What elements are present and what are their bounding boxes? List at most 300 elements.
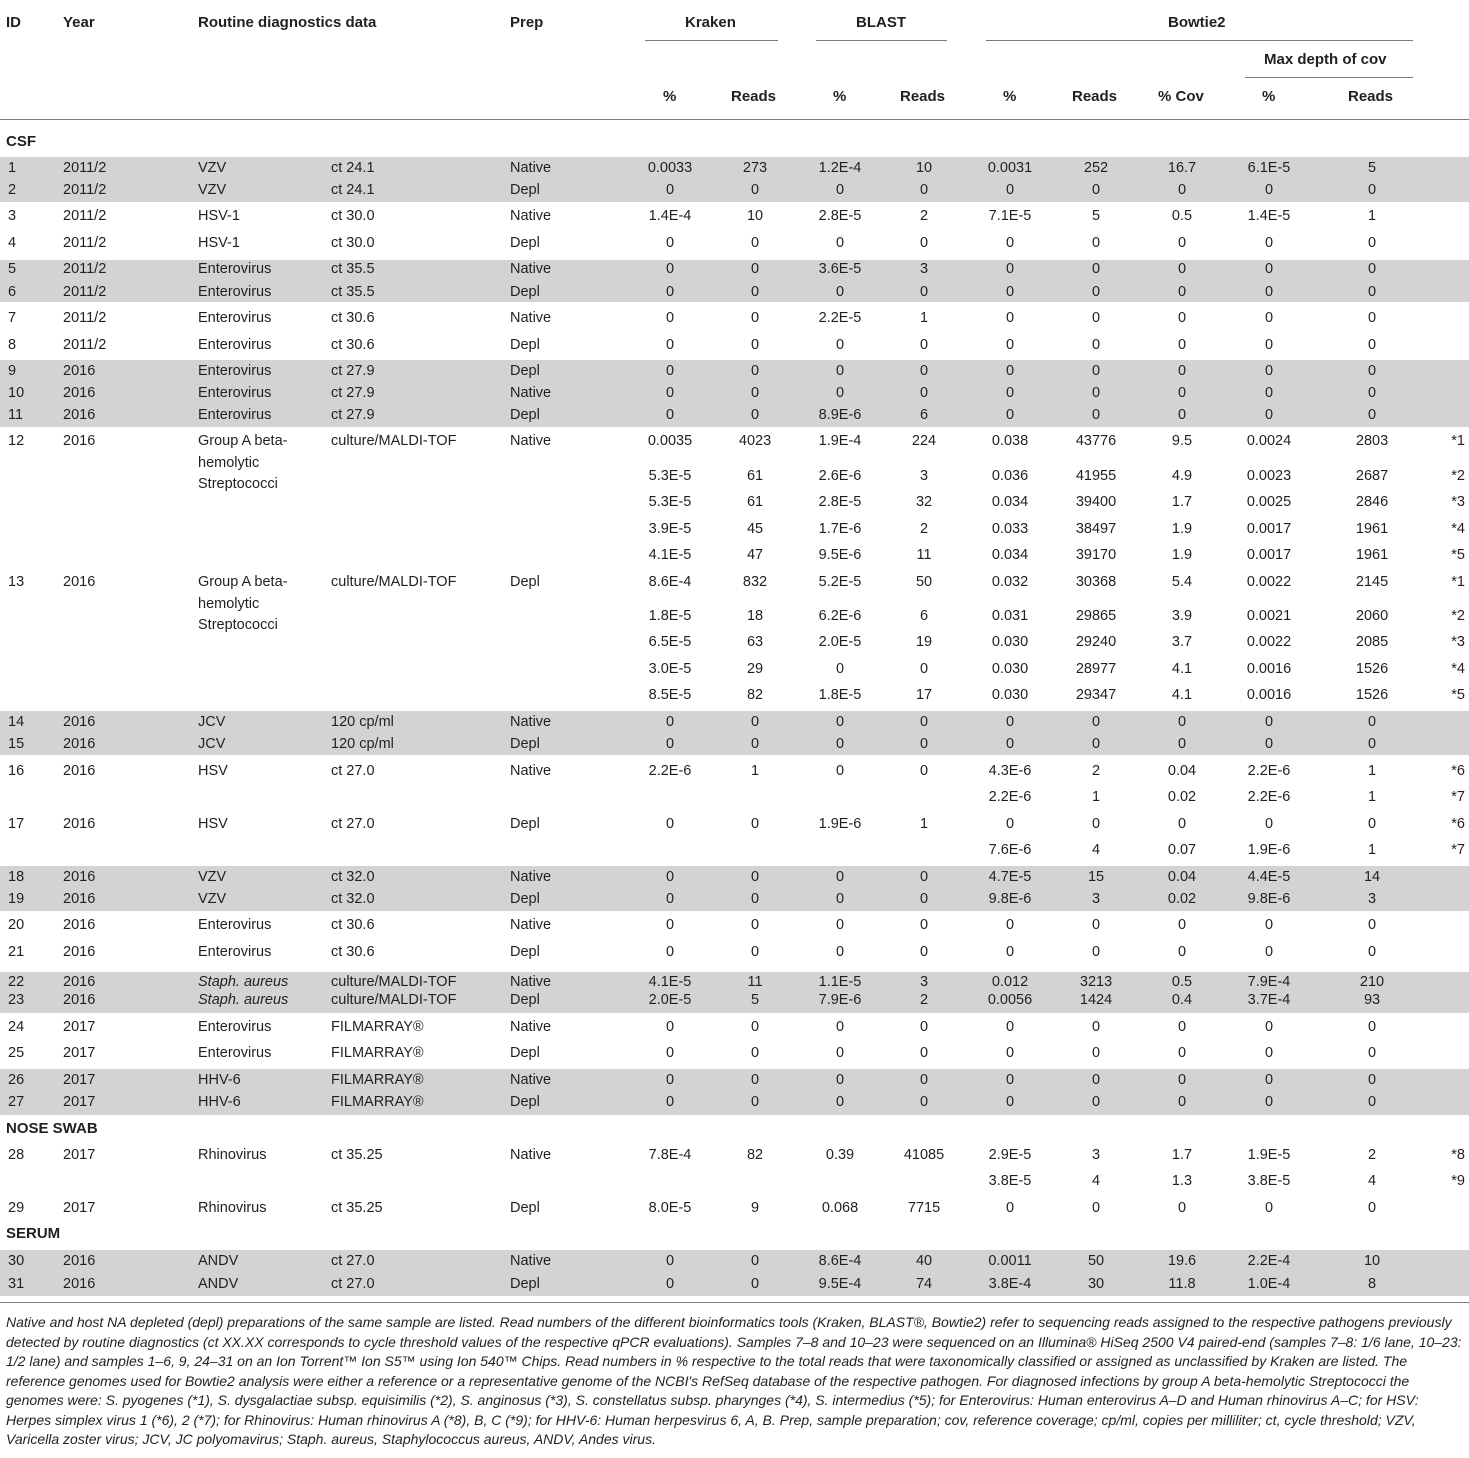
cell-kraken-reads-text: 0 (750, 261, 760, 277)
cell-blast-reads-text: 6 (919, 608, 929, 624)
cell-prep: Depl (510, 284, 540, 300)
cell-bowtie-reads-text: 0 (1091, 182, 1101, 198)
cell-bowtie-reads-text: 41955 (1075, 468, 1117, 484)
cell-max-pct-text: 0 (1264, 1045, 1274, 1061)
cell-kraken-pct-text: 3.9E-5 (648, 521, 692, 537)
header-blast: BLAST (856, 14, 906, 31)
cell-max-pct-text: 0 (1264, 1072, 1274, 1088)
cell-year: 2016 (63, 363, 96, 379)
cell-bowtie-reads-text: 29347 (1075, 687, 1117, 703)
cell-blast-reads-text: 11 (916, 547, 932, 563)
cell-max-pct-text: 3.8E-5 (1247, 1173, 1291, 1189)
cell-max-pct-text: 0 (1264, 1094, 1274, 1110)
cell-max-reads-text: 0 (1367, 714, 1377, 730)
cell-year: 2016 (63, 869, 96, 885)
cell-kraken-reads-text: 0 (750, 1253, 760, 1269)
cell-max-pct-text: 2.2E-6 (1247, 763, 1291, 779)
header-max-pct: % (1262, 88, 1276, 105)
cell-bowtie-cov-text: 0.04 (1167, 763, 1197, 779)
cell-bowtie-cov-text: 0 (1177, 284, 1187, 300)
cell-bowtie-reads-text: 43776 (1075, 433, 1117, 449)
cell-id: 15 (8, 736, 25, 752)
cell-max-reads-text: 0 (1367, 337, 1377, 353)
cell-blast-pct-text: 0 (835, 1094, 845, 1110)
cell-bowtie-pct-text: 0.038 (991, 433, 1029, 449)
cell-bowtie-reads-text: 29240 (1075, 634, 1117, 650)
cell-bowtie-pct-text: 0.034 (991, 547, 1029, 563)
cell-bowtie-pct-text: 0 (1005, 363, 1015, 379)
cell-id: 6 (8, 284, 17, 300)
cell-max-reads-text: 1961 (1355, 521, 1389, 537)
cell-blast-reads-text: 1 (919, 816, 929, 832)
cell-kraken-pct-text: 0 (665, 869, 675, 885)
cell-diagnostic: FILMARRAY® (331, 1094, 424, 1110)
cell-pathogen: Rhinovirus (198, 1147, 267, 1163)
cell-bowtie-cov-text: 0 (1177, 917, 1187, 933)
cell-bowtie-cov-text: 0 (1177, 385, 1187, 401)
cell-bowtie-cov-text: 3.7 (1171, 634, 1193, 650)
cell-bowtie-cov-text: 0 (1177, 182, 1187, 198)
cell-blast-reads-text: 50 (915, 574, 933, 590)
header-max-reads: Reads (1348, 88, 1394, 105)
cell-bowtie-cov-text: 0 (1177, 363, 1187, 379)
cell-blast-pct-text: 9.5E-4 (818, 1276, 862, 1292)
cell-blast-reads-text: 0 (919, 661, 929, 677)
cell-bowtie-cov-text: 1.7 (1171, 1147, 1193, 1163)
cell-blast-pct-text: 0 (835, 182, 845, 198)
cell-blast-pct-text: 0 (835, 1045, 845, 1061)
cell-footnote-ref: *5 (1451, 547, 1465, 563)
cell-kraken-reads-text: 11 (747, 974, 763, 990)
cell-blast-pct-text: 7.9E-6 (818, 992, 862, 1008)
cell-bowtie-pct-text: 0.0056 (987, 992, 1033, 1008)
cell-bowtie-reads-text: 15 (1087, 869, 1105, 885)
cell-year: 2017 (63, 1147, 96, 1163)
cell-prep: Depl (510, 337, 540, 353)
cell-diagnostic: ct 24.1 (331, 160, 375, 176)
cell-id: 8 (8, 337, 17, 353)
cell-bowtie-cov-text: 0 (1177, 1045, 1187, 1061)
cell-year: 2016 (63, 917, 96, 933)
cell-bowtie-pct-text: 0 (1005, 261, 1015, 277)
cell-blast-reads-text: 0 (919, 1072, 929, 1088)
cell-bowtie-cov-text: 0 (1177, 235, 1187, 251)
cell-pathogen: VZV (198, 869, 227, 885)
cell-bowtie-reads-text: 0 (1091, 284, 1101, 300)
cell-year: 2016 (63, 1276, 96, 1292)
cell-max-pct-text: 0.0016 (1246, 687, 1292, 703)
cell-diagnostic: culture/MALDI-TOF (331, 974, 457, 990)
cell-bowtie-cov-text: 1.7 (1171, 494, 1193, 510)
cell-max-pct-text: 0.0023 (1246, 468, 1292, 484)
cell-max-reads-text: 1 (1367, 208, 1377, 224)
cell-bowtie-reads-text: 1424 (1079, 992, 1113, 1008)
cell-id: 9 (8, 363, 17, 379)
cell-prep: Native (510, 1253, 552, 1269)
cell-kraken-reads-text: 29 (746, 661, 764, 677)
cell-blast-pct-text: 8.6E-4 (818, 1253, 862, 1269)
cell-blast-pct-text: 0.068 (821, 1200, 859, 1216)
cell-year: 2017 (63, 1019, 96, 1035)
cell-bowtie-cov-text: 19.6 (1167, 1253, 1197, 1269)
cell-prep: Depl (510, 891, 540, 907)
cell-pathogen: Enterovirus (198, 363, 272, 379)
cell-pathogen: JCV (198, 736, 226, 752)
cell-max-pct-text: 1.9E-6 (1247, 842, 1291, 858)
cell-pathogen: Rhinovirus (198, 1200, 267, 1216)
cell-blast-pct-text: 5.2E-5 (818, 574, 862, 590)
cell-id: 21 (8, 944, 25, 960)
cell-bowtie-reads-text: 0 (1091, 816, 1101, 832)
cell-id: 19 (8, 891, 25, 907)
cell-kraken-pct-text: 0 (665, 944, 675, 960)
cell-kraken-reads-text: 0 (750, 1072, 760, 1088)
cell-max-pct-text: 0.0022 (1246, 574, 1292, 590)
cell-pathogen: Enterovirus (198, 1019, 272, 1035)
cell-bowtie-cov-text: 0 (1177, 1200, 1187, 1216)
cell-blast-pct-text: 0 (835, 869, 845, 885)
cell-bowtie-cov-text: 0.07 (1167, 842, 1197, 858)
cell-blast-reads-text: 19 (915, 634, 933, 650)
cell-bowtie-cov-text: 0 (1177, 261, 1187, 277)
cell-year: 2017 (63, 1200, 96, 1216)
cell-max-pct-text: 0 (1264, 407, 1274, 423)
cell-prep: Native (510, 310, 552, 326)
cell-prep: Native (510, 714, 552, 730)
cell-bowtie-pct-text: 0 (1005, 714, 1015, 730)
cell-bowtie-cov-text: 0 (1177, 1072, 1187, 1088)
cell-bowtie-pct-text: 0.031 (991, 608, 1029, 624)
cell-max-reads-text: 4 (1367, 1173, 1377, 1189)
cell-footnote-ref: *1 (1451, 433, 1465, 449)
cell-blast-reads-text: 0 (919, 385, 929, 401)
cell-bowtie-pct-text: 2.2E-6 (988, 789, 1032, 805)
header-bowtie-reads: Reads (1072, 88, 1118, 105)
cell-blast-pct-text: 0 (835, 736, 845, 752)
cell-year: 2017 (63, 1045, 96, 1061)
cell-bowtie-reads-text: 3213 (1079, 974, 1113, 990)
cell-diagnostic: ct 30.6 (331, 337, 375, 353)
cell-kraken-pct-text: 5.3E-5 (648, 494, 692, 510)
cell-id: 28 (8, 1147, 25, 1163)
cell-pathogen: HSV (198, 763, 228, 779)
cell-prep: Native (510, 160, 552, 176)
cell-max-reads-text: 14 (1363, 869, 1381, 885)
cell-prep: Depl (510, 1094, 540, 1110)
cell-bowtie-reads-text: 252 (1083, 160, 1109, 176)
cell-max-pct-text: 0 (1264, 816, 1274, 832)
cell-max-reads-text: 0 (1367, 235, 1377, 251)
cell-blast-pct-text: 2.8E-5 (818, 208, 862, 224)
cell-blast-pct-text: 0 (835, 1072, 845, 1088)
cell-bowtie-reads-text: 0 (1091, 261, 1101, 277)
cell-bowtie-pct-text: 9.8E-6 (988, 891, 1032, 907)
cell-year: 2011/2 (63, 261, 107, 277)
header-blast-reads: Reads (900, 88, 946, 105)
cell-max-reads-text: 0 (1367, 407, 1377, 423)
cell-bowtie-pct-text: 0 (1005, 235, 1015, 251)
cell-kraken-pct-text: 0 (665, 1072, 675, 1088)
cell-blast-reads-text: 2 (919, 521, 929, 537)
section-nose-swab: NOSE SWAB (6, 1120, 98, 1137)
cell-blast-pct-text: 0 (835, 385, 845, 401)
cell-footnote-ref: *6 (1451, 816, 1465, 832)
cell-bowtie-cov-text: 0.5 (1171, 974, 1193, 990)
cell-pathogen: HHV-6 (198, 1072, 241, 1088)
cell-diagnostic: ct 35.25 (331, 1147, 383, 1163)
cell-diagnostic: 120 cp/ml (331, 714, 394, 730)
cell-blast-pct-text: 0 (835, 337, 845, 353)
cell-kraken-reads-text: 0 (750, 235, 760, 251)
cell-prep: Native (510, 385, 552, 401)
cell-blast-pct-text: 0 (835, 891, 845, 907)
cell-max-reads-text: 1 (1367, 789, 1377, 805)
cell-pathogen: Enterovirus (198, 284, 272, 300)
cell-bowtie-reads-text: 38497 (1075, 521, 1117, 537)
cell-id: 3 (8, 208, 17, 224)
cell-bowtie-pct-text: 0.030 (991, 661, 1029, 677)
cell-bowtie-pct-text: 7.1E-5 (988, 208, 1032, 224)
cell-bowtie-reads-text: 0 (1091, 714, 1101, 730)
cell-max-reads-text: 0 (1367, 363, 1377, 379)
cell-kraken-pct-text: 2.2E-6 (648, 763, 692, 779)
cell-max-pct-text: 0 (1264, 1200, 1274, 1216)
cell-id: 26 (8, 1072, 25, 1088)
cell-pathogen: Enterovirus (198, 385, 272, 401)
cell-bowtie-cov-text: 0 (1177, 1094, 1187, 1110)
cell-max-reads-text: 1526 (1355, 661, 1389, 677)
cell-max-pct-text: 1.4E-5 (1247, 208, 1291, 224)
cell-year: 2011/2 (63, 337, 107, 353)
cell-bowtie-reads-text: 0 (1091, 1200, 1101, 1216)
cell-blast-pct-text: 1.7E-6 (818, 521, 862, 537)
cell-bowtie-reads-text: 0 (1091, 385, 1101, 401)
cell-footnote-ref: *8 (1451, 1147, 1465, 1163)
cell-bowtie-cov-text: 9.5 (1171, 433, 1193, 449)
cell-max-pct-text: 2.2E-6 (1247, 789, 1291, 805)
cell-kraken-pct-text: 0 (665, 310, 675, 326)
cell-kraken-pct-text: 6.5E-5 (648, 634, 692, 650)
cell-bowtie-reads-text: 4 (1091, 1173, 1101, 1189)
cell-max-reads-text: 1 (1367, 842, 1377, 858)
cell-pathogen: JCV (198, 714, 226, 730)
cell-blast-pct-text: 1.8E-5 (818, 687, 862, 703)
cell-id: 22 (8, 974, 25, 990)
cell-bowtie-pct-text: 0 (1005, 917, 1015, 933)
cell-bowtie-reads-text: 3 (1091, 891, 1101, 907)
cell-year: 2017 (63, 1072, 96, 1088)
header-bowtie-pct: % (1003, 88, 1017, 105)
cell-blast-pct-text: 0 (835, 661, 845, 677)
cell-kraken-pct-text: 1.4E-4 (648, 208, 692, 224)
cell-pathogen: Enterovirus (198, 261, 272, 277)
cell-bowtie-cov-text: 1.9 (1171, 521, 1193, 537)
cell-year: 2016 (63, 385, 96, 401)
cell-id: 24 (8, 1019, 25, 1035)
cell-max-reads-text: 8 (1367, 1276, 1377, 1292)
cell-max-pct-text: 7.9E-4 (1247, 974, 1291, 990)
header-year: Year (63, 14, 95, 31)
cell-kraken-reads-text: 18 (746, 608, 764, 624)
cell-kraken-reads-text: 0 (750, 385, 760, 401)
cell-prep: Native (510, 869, 552, 885)
cell-bowtie-pct-text: 0 (1005, 736, 1015, 752)
cell-bowtie-pct-text: 3.8E-5 (988, 1173, 1032, 1189)
cell-bowtie-cov-text: 0 (1177, 736, 1187, 752)
cell-blast-pct-text: 1.9E-6 (818, 816, 862, 832)
cell-prep: Native (510, 433, 552, 449)
cell-blast-reads-text: 0 (919, 1094, 929, 1110)
cell-diagnostic: ct 24.1 (331, 182, 375, 198)
cell-max-reads-text: 2687 (1355, 468, 1389, 484)
cell-diagnostic: FILMARRAY® (331, 1045, 424, 1061)
cell-diagnostic: ct 27.9 (331, 385, 375, 401)
cell-max-reads-text: 0 (1367, 1094, 1377, 1110)
cell-bowtie-reads-text: 0 (1091, 1072, 1101, 1088)
cell-pathogen: HSV (198, 816, 228, 832)
cell-bowtie-pct-text: 0 (1005, 1045, 1015, 1061)
cell-diagnostic: ct 30.0 (331, 208, 375, 224)
cell-kraken-pct-text: 8.5E-5 (648, 687, 692, 703)
cell-prep: Native (510, 1019, 552, 1035)
cell-kraken-pct-text: 0 (665, 891, 675, 907)
kraken-rule (645, 40, 778, 41)
cell-blast-reads-text: 3 (919, 261, 929, 277)
cell-id: 18 (8, 869, 25, 885)
cell-bowtie-reads-text: 0 (1091, 1019, 1101, 1035)
cell-max-reads-text: 0 (1367, 1072, 1377, 1088)
cell-kraken-reads-text: 0 (750, 1019, 760, 1035)
cell-kraken-reads-text: 45 (746, 521, 764, 537)
cell-kraken-pct-text: 0 (665, 284, 675, 300)
cell-blast-reads-text: 40 (915, 1253, 933, 1269)
cell-blast-reads-text: 0 (919, 714, 929, 730)
cell-bowtie-reads-text: 0 (1091, 310, 1101, 326)
cell-max-pct-text: 0 (1264, 310, 1274, 326)
cell-kraken-reads-text: 832 (742, 574, 768, 590)
cell-blast-reads-text: 0 (919, 763, 929, 779)
cell-pathogen: HHV-6 (198, 1094, 241, 1110)
cell-bowtie-cov-text: 0.02 (1167, 891, 1197, 907)
cell-blast-reads-text: 0 (919, 1045, 929, 1061)
cell-id: 5 (8, 261, 17, 277)
cell-year: 2016 (63, 974, 96, 990)
cell-kraken-pct-text: 0 (665, 736, 675, 752)
cell-diagnostic: ct 27.0 (331, 1253, 375, 1269)
cell-year: 2011/2 (63, 160, 107, 176)
cell-diagnostic: ct 27.0 (331, 763, 375, 779)
cell-id: 20 (8, 917, 25, 933)
cell-kraken-pct-text: 1.8E-5 (648, 608, 692, 624)
cell-kraken-reads-text: 1 (750, 763, 760, 779)
cell-diagnostic: ct 27.9 (331, 363, 375, 379)
cell-max-pct-text: 2.2E-4 (1247, 1253, 1291, 1269)
cell-pathogen: Enterovirus (198, 337, 272, 353)
cell-prep: Native (510, 763, 552, 779)
cell-prep: Depl (510, 363, 540, 379)
cell-id: 16 (8, 763, 25, 779)
cell-kraken-reads-text: 0 (750, 816, 760, 832)
cell-footnote-ref: *2 (1451, 608, 1465, 624)
header-routine: Routine diagnostics data (198, 14, 377, 31)
cell-max-pct-text: 0 (1264, 363, 1274, 379)
cell-kraken-pct-text: 2.0E-5 (648, 992, 692, 1008)
cell-max-pct-text: 0 (1264, 1019, 1274, 1035)
cell-id: 29 (8, 1200, 25, 1216)
cell-bowtie-pct-text: 0 (1005, 1019, 1015, 1035)
cell-bowtie-reads-text: 0 (1091, 407, 1101, 423)
cell-max-reads-text: 1 (1367, 763, 1377, 779)
cell-prep: Native (510, 974, 552, 990)
cell-max-reads-text: 0 (1367, 385, 1377, 401)
cell-id: 30 (8, 1253, 25, 1269)
cell-blast-reads-text: 3 (919, 468, 929, 484)
header-kraken-reads: Reads (731, 88, 777, 105)
cell-blast-pct-text: 2.6E-6 (818, 468, 862, 484)
cell-bowtie-pct-text: 0 (1005, 816, 1015, 832)
cell-kraken-reads-text: 0 (750, 284, 760, 300)
cell-bowtie-cov-text: 4.1 (1171, 661, 1193, 677)
cell-diagnostic: ct 27.0 (331, 1276, 375, 1292)
cell-id: 2 (8, 182, 17, 198)
maxdepth-rule (1245, 77, 1413, 78)
cell-kraken-pct-text: 0 (665, 385, 675, 401)
cell-bowtie-pct-text: 0.030 (991, 687, 1029, 703)
cell-bowtie-reads-text: 28977 (1075, 661, 1117, 677)
cell-diagnostic: ct 35.5 (331, 284, 375, 300)
cell-kraken-reads-text: 0 (750, 1094, 760, 1110)
cell-year: 2011/2 (63, 182, 107, 198)
cell-blast-pct-text: 6.2E-6 (818, 608, 862, 624)
cell-bowtie-cov-text: 0 (1177, 310, 1187, 326)
cell-kraken-pct-text: 5.3E-5 (648, 468, 692, 484)
cell-bowtie-cov-text: 1.9 (1171, 547, 1193, 563)
cell-bowtie-cov-text: 4.1 (1171, 687, 1193, 703)
cell-year: 2016 (63, 891, 96, 907)
cell-max-reads-text: 0 (1367, 944, 1377, 960)
cell-bowtie-cov-text: 0 (1177, 337, 1187, 353)
cell-bowtie-reads-text: 0 (1091, 1094, 1101, 1110)
cell-blast-reads-text: 0 (919, 235, 929, 251)
cell-prep: Depl (510, 1045, 540, 1061)
cell-max-pct-text: 9.8E-6 (1247, 891, 1291, 907)
cell-kraken-reads-text: 61 (746, 494, 764, 510)
header-blast-pct: % (833, 88, 847, 105)
cell-blast-reads-text: 0 (919, 284, 929, 300)
cell-pathogen: Staph. aureus (198, 974, 289, 990)
cell-bowtie-reads-text: 0 (1091, 917, 1101, 933)
cell-id: 1 (8, 160, 17, 176)
cell-bowtie-pct-text: 0 (1005, 407, 1015, 423)
cell-kraken-pct-text: 0 (665, 337, 675, 353)
cell-id: 25 (8, 1045, 25, 1061)
cell-id: 11 (8, 407, 24, 423)
cell-footnote-ref: *7 (1451, 789, 1465, 805)
cell-bowtie-pct-text: 0 (1005, 337, 1015, 353)
cell-diagnostic: ct 35.25 (331, 1200, 383, 1216)
cell-bowtie-pct-text: 0 (1005, 182, 1015, 198)
cell-bowtie-pct-text: 4.7E-5 (988, 869, 1032, 885)
cell-pathogen: HSV-1 (198, 208, 240, 224)
cell-diagnostic: FILMARRAY® (331, 1019, 424, 1035)
cell-kraken-pct-text: 0 (665, 1019, 675, 1035)
cell-pathogen: ANDV (198, 1276, 239, 1292)
cell-bowtie-cov-text: 1.3 (1171, 1173, 1193, 1189)
cell-id: 17 (8, 816, 25, 832)
cell-max-pct-text: 0 (1264, 337, 1274, 353)
cell-blast-reads-text: 2 (919, 208, 929, 224)
cell-bowtie-cov-text: 5.4 (1171, 574, 1193, 590)
